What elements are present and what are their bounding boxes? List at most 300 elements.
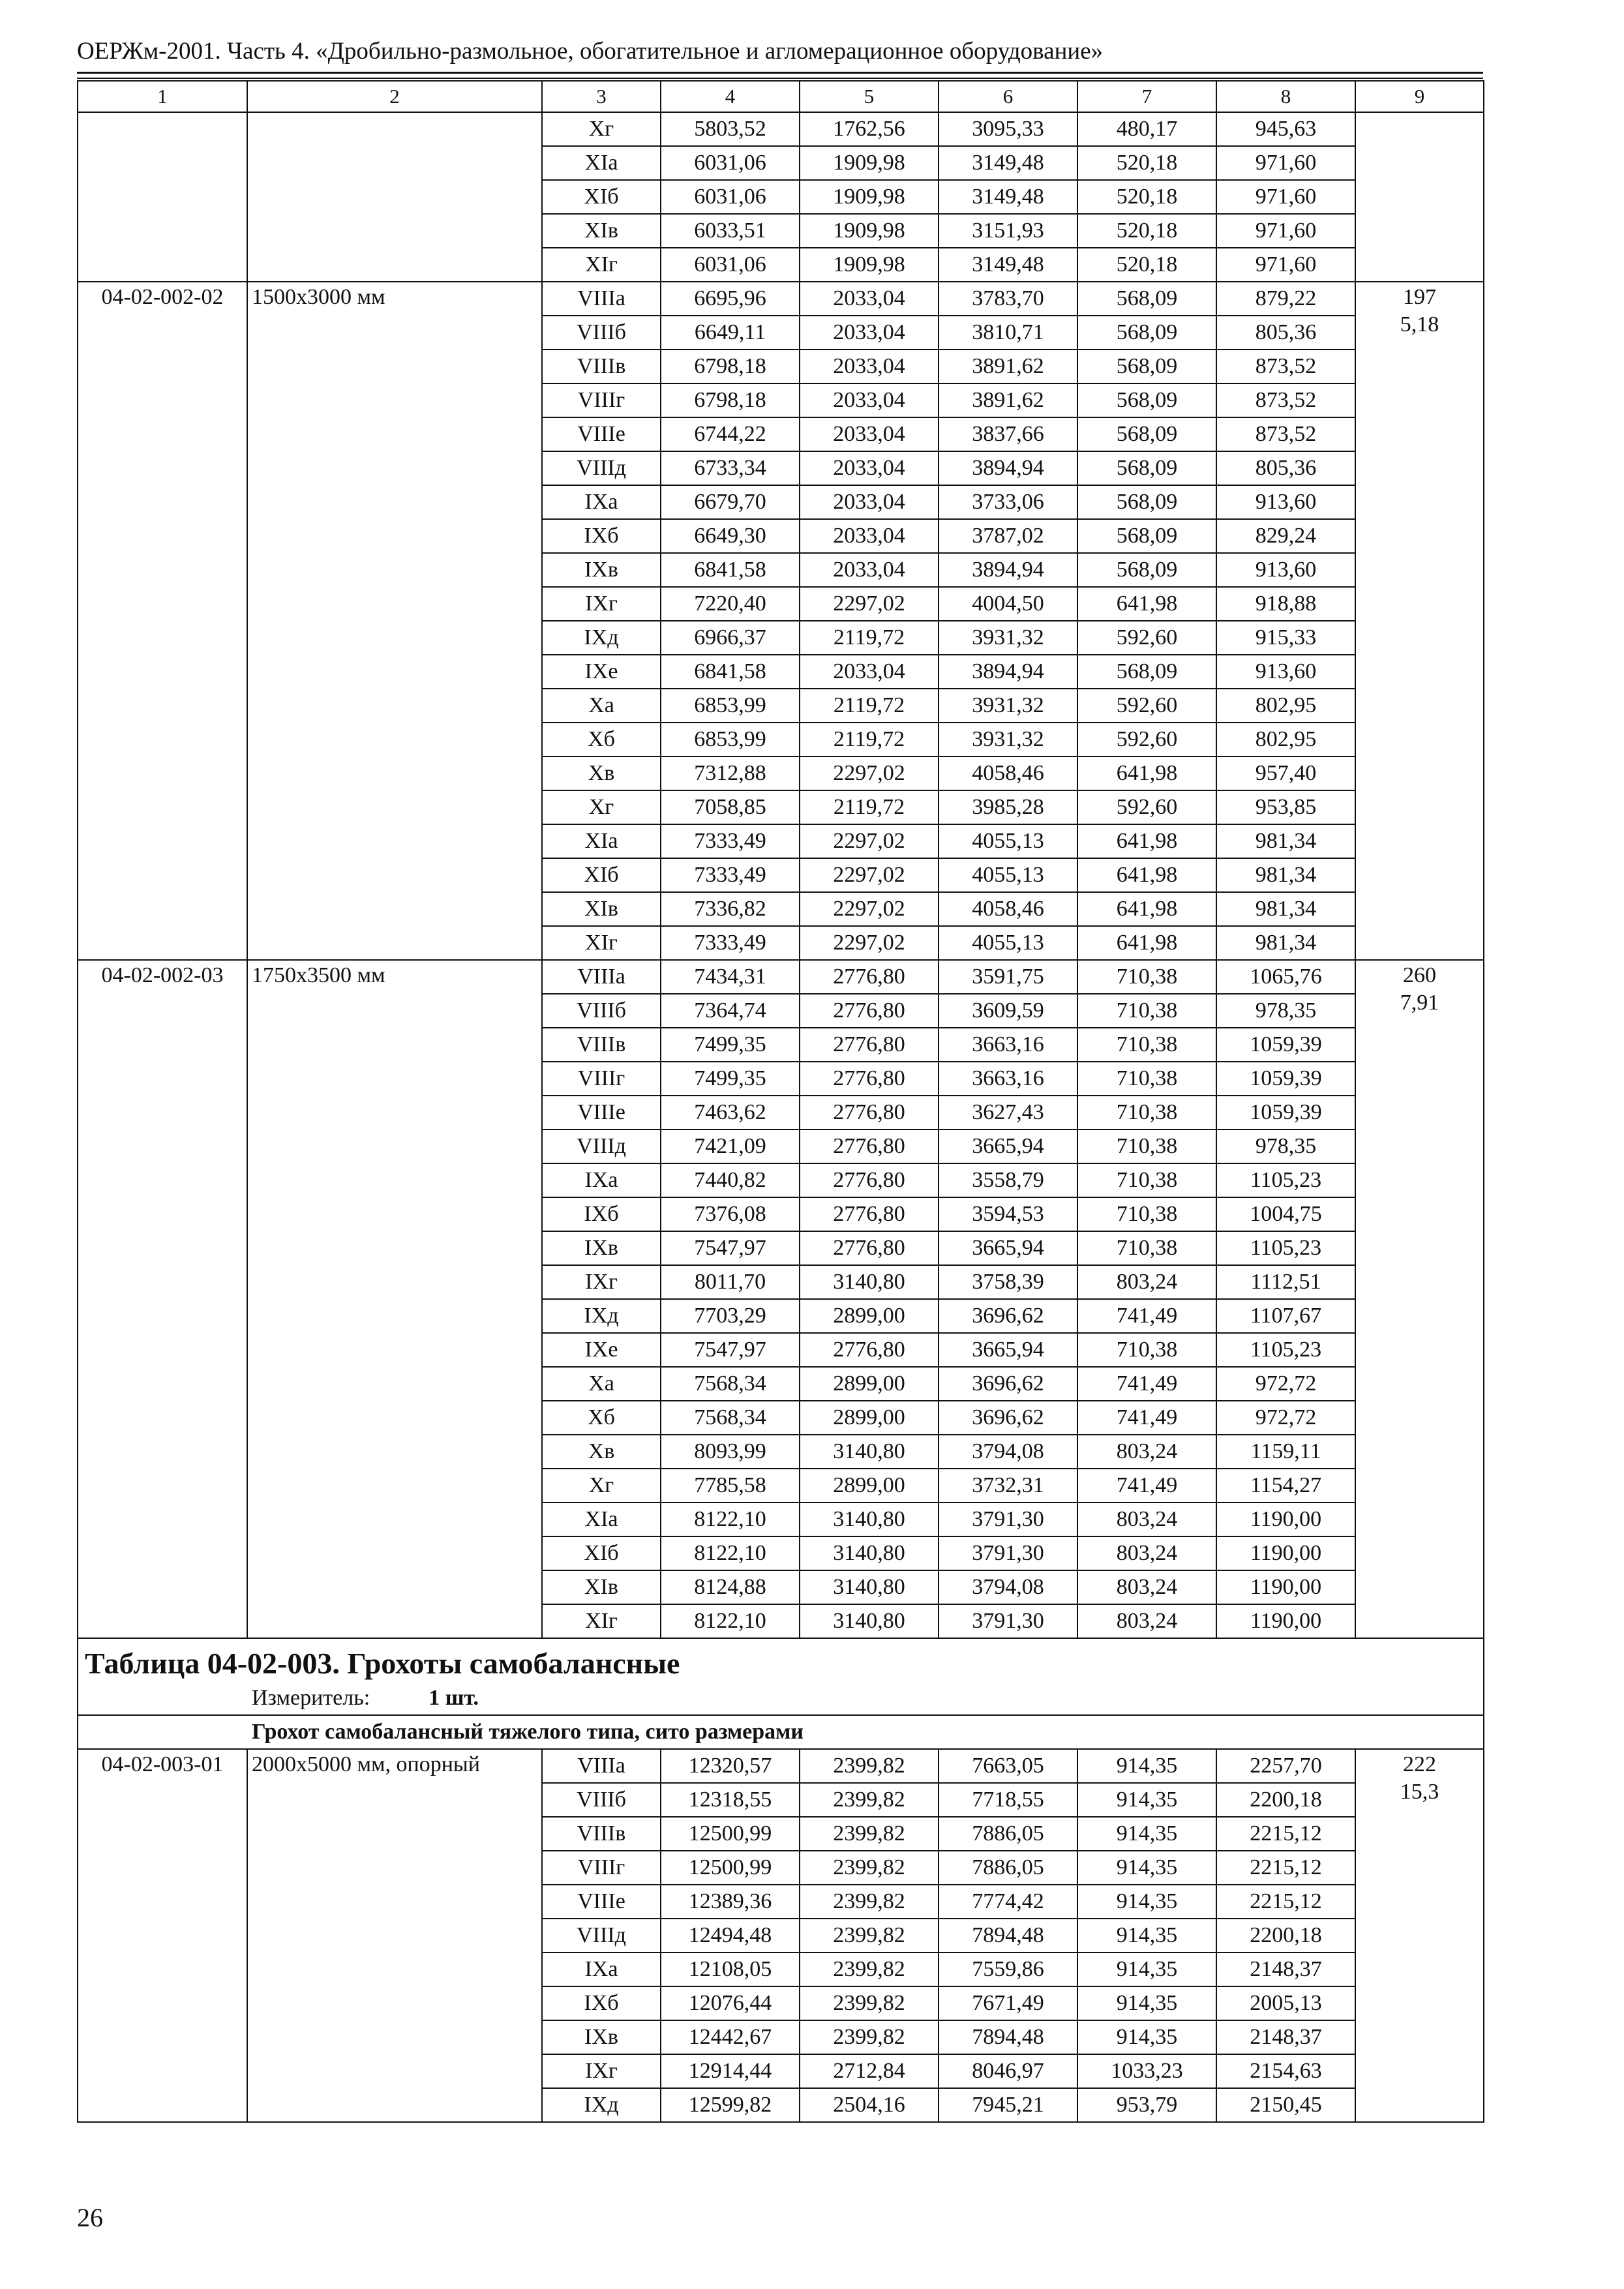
value-cell: 2150,45	[1216, 2088, 1355, 2122]
value-cell: 6679,70	[661, 485, 800, 519]
value-cell: 913,60	[1216, 485, 1355, 519]
value-cell: 1033,23	[1077, 2054, 1216, 2088]
value-cell: 803,24	[1077, 1435, 1216, 1469]
value-cell: 1190,00	[1216, 1604, 1355, 1638]
value-cell: 1105,23	[1216, 1163, 1355, 1197]
value-cell: 914,35	[1077, 1851, 1216, 1885]
unit-label: Измеритель:	[252, 1686, 370, 1710]
value-cell: 2899,00	[800, 1367, 939, 1401]
value-cell: 2297,02	[800, 858, 939, 892]
value-cell: 3891,62	[939, 350, 1077, 383]
value-cell: 2200,18	[1216, 1919, 1355, 1952]
value-cell: 981,34	[1216, 892, 1355, 926]
value-cell: 1065,76	[1216, 960, 1355, 994]
weight-cell	[1355, 960, 1484, 1638]
zone-cell: VIIIб	[542, 1783, 661, 1817]
value-cell: 2119,72	[800, 621, 939, 655]
price-table	[77, 80, 1484, 2123]
zone-cell: IXб	[542, 1197, 661, 1231]
zone-cell: VIIIa	[542, 960, 661, 994]
value-cell: 3810,71	[939, 316, 1077, 350]
value-cell: 971,60	[1216, 180, 1355, 214]
value-cell: 7440,82	[661, 1163, 800, 1197]
value-cell: 641,98	[1077, 858, 1216, 892]
value-cell: 12389,36	[661, 1885, 800, 1919]
zone-cell: IXв	[542, 1231, 661, 1265]
section-header	[78, 1638, 1484, 1749]
column-number: 6	[939, 81, 1077, 112]
value-cell: 2215,12	[1216, 1885, 1355, 1919]
value-cell: 2399,82	[800, 1749, 939, 1783]
value-cell: 3985,28	[939, 790, 1077, 824]
value-cell: 972,72	[1216, 1367, 1355, 1401]
value-cell: 3837,66	[939, 417, 1077, 451]
page-number: 26	[77, 2203, 103, 2232]
unit-value: 1 шт.	[429, 1686, 479, 1710]
value-cell: 2119,72	[800, 723, 939, 756]
zone-cell: IXв	[542, 2020, 661, 2054]
value-cell: 7547,97	[661, 1333, 800, 1367]
value-cell: 1105,23	[1216, 1231, 1355, 1265]
value-cell: 592,60	[1077, 790, 1216, 824]
value-cell: 568,09	[1077, 417, 1216, 451]
value-cell: 6798,18	[661, 350, 800, 383]
value-cell: 7785,58	[661, 1469, 800, 1503]
value-cell: 914,35	[1077, 1952, 1216, 1986]
value-cell: 7894,48	[939, 2020, 1077, 2054]
value-cell: 4055,13	[939, 824, 1077, 858]
value-cell: 945,63	[1216, 112, 1355, 146]
zone-cell: VIIIг	[542, 1062, 661, 1096]
value-cell: 2148,37	[1216, 1952, 1355, 1986]
value-cell: 7894,48	[939, 1919, 1077, 1952]
value-cell: 7220,40	[661, 587, 800, 621]
table-row	[78, 1749, 1484, 1783]
section-title-row	[78, 1638, 1484, 1682]
value-cell: 2712,84	[800, 2054, 939, 2088]
weight-cell	[1355, 1749, 1484, 2122]
value-cell: 2899,00	[800, 1299, 939, 1333]
weight-cell	[1355, 282, 1484, 960]
value-cell: 2776,80	[800, 1062, 939, 1096]
header-rule-thick	[77, 72, 1483, 74]
value-cell: 2297,02	[800, 587, 939, 621]
value-cell: 480,17	[1077, 112, 1216, 146]
value-cell: 1762,56	[800, 112, 939, 146]
value-cell: 592,60	[1077, 723, 1216, 756]
zone-cell: VIIIб	[542, 994, 661, 1028]
value-cell: 4055,13	[939, 926, 1077, 960]
value-cell: 4055,13	[939, 858, 1077, 892]
table-row	[78, 960, 1484, 994]
value-cell: 741,49	[1077, 1401, 1216, 1435]
value-cell: 1159,11	[1216, 1435, 1355, 1469]
value-cell: 6853,99	[661, 723, 800, 756]
value-cell: 741,49	[1077, 1299, 1216, 1333]
value-cell: 710,38	[1077, 1028, 1216, 1062]
value-cell: 592,60	[1077, 689, 1216, 723]
value-cell: 971,60	[1216, 146, 1355, 180]
value-cell: 3140,80	[800, 1503, 939, 1536]
column-number: 1	[78, 81, 247, 112]
value-cell: 3149,48	[939, 180, 1077, 214]
value-cell: 802,95	[1216, 723, 1355, 756]
value-cell: 2776,80	[800, 1028, 939, 1062]
value-cell: 3696,62	[939, 1401, 1077, 1435]
value-cell: 7663,05	[939, 1749, 1077, 1783]
value-cell: 4058,46	[939, 756, 1077, 790]
value-cell: 2776,80	[800, 994, 939, 1028]
value-cell: 2215,12	[1216, 1817, 1355, 1851]
value-cell: 805,36	[1216, 316, 1355, 350]
value-cell: 12108,05	[661, 1952, 800, 1986]
zone-cell: IXe	[542, 655, 661, 689]
zone-cell: IXг	[542, 2054, 661, 2088]
value-cell: 8122,10	[661, 1536, 800, 1570]
column-number: 5	[800, 81, 939, 112]
value-cell: 3151,93	[939, 214, 1077, 248]
value-cell: 2776,80	[800, 1197, 939, 1231]
zone-cell: XIв	[542, 892, 661, 926]
value-cell: 3732,31	[939, 1469, 1077, 1503]
value-cell: 12494,48	[661, 1919, 800, 1952]
table-row	[78, 112, 1484, 146]
value-cell: 1154,27	[1216, 1469, 1355, 1503]
value-cell: 1059,39	[1216, 1028, 1355, 1062]
zone-cell: Xг	[542, 790, 661, 824]
value-cell: 2776,80	[800, 1130, 939, 1163]
zone-cell: Xa	[542, 689, 661, 723]
value-cell: 710,38	[1077, 1130, 1216, 1163]
value-cell: 12318,55	[661, 1783, 800, 1817]
value-cell: 710,38	[1077, 1163, 1216, 1197]
zone-cell: XIa	[542, 1503, 661, 1536]
zone-cell: VIIIa	[542, 282, 661, 316]
value-cell: 568,09	[1077, 485, 1216, 519]
value-cell: 2776,80	[800, 1096, 939, 1130]
value-cell: 641,98	[1077, 756, 1216, 790]
zone-cell: IXa	[542, 485, 661, 519]
value-cell: 1059,39	[1216, 1096, 1355, 1130]
value-cell: 7718,55	[939, 1783, 1077, 1817]
zone-cell: XIa	[542, 824, 661, 858]
value-cell: 8122,10	[661, 1604, 800, 1638]
value-cell: 710,38	[1077, 1231, 1216, 1265]
value-cell: 568,09	[1077, 553, 1216, 587]
value-cell: 957,40	[1216, 756, 1355, 790]
value-cell: 6649,30	[661, 519, 800, 553]
zone-cell: IXд	[542, 621, 661, 655]
value-cell: 7547,97	[661, 1231, 800, 1265]
value-cell: 8011,70	[661, 1265, 800, 1299]
value-cell: 3149,48	[939, 248, 1077, 282]
value-cell: 568,09	[1077, 655, 1216, 689]
zone-cell: IXв	[542, 553, 661, 587]
value-cell: 7499,35	[661, 1028, 800, 1062]
value-cell: 2399,82	[800, 1986, 939, 2020]
value-cell: 3665,94	[939, 1231, 1077, 1265]
value-cell: 873,52	[1216, 350, 1355, 383]
value-cell: 7421,09	[661, 1130, 800, 1163]
zone-cell: XIб	[542, 1536, 661, 1570]
value-cell: 803,24	[1077, 1604, 1216, 1638]
item-code: 04-02-003-01	[78, 1749, 247, 2122]
value-cell: 803,24	[1077, 1570, 1216, 1604]
zone-cell: IXб	[542, 519, 661, 553]
value-cell: 3140,80	[800, 1435, 939, 1469]
value-cell: 918,88	[1216, 587, 1355, 621]
value-cell: 971,60	[1216, 214, 1355, 248]
zone-cell: VIIIб	[542, 316, 661, 350]
value-cell: 1107,67	[1216, 1299, 1355, 1333]
value-cell: 2154,63	[1216, 2054, 1355, 2088]
value-cell: 3783,70	[939, 282, 1077, 316]
value-cell: 2399,82	[800, 1952, 939, 1986]
value-cell: 873,52	[1216, 417, 1355, 451]
value-cell: 805,36	[1216, 451, 1355, 485]
zone-cell: Xг	[542, 112, 661, 146]
value-cell: 873,52	[1216, 383, 1355, 417]
value-cell: 2899,00	[800, 1469, 939, 1503]
value-cell: 914,35	[1077, 1919, 1216, 1952]
value-cell: 2776,80	[800, 1231, 939, 1265]
zone-cell: VIIIв	[542, 350, 661, 383]
item-name: 1750x3500 мм	[247, 960, 542, 1638]
value-cell: 568,09	[1077, 316, 1216, 350]
value-cell: 6033,51	[661, 214, 800, 248]
value-cell: 3894,94	[939, 655, 1077, 689]
zone-cell: VIIIe	[542, 1885, 661, 1919]
zone-cell: VIIIд	[542, 1919, 661, 1952]
value-cell: 520,18	[1077, 248, 1216, 282]
value-cell: 914,35	[1077, 1783, 1216, 1817]
zone-cell: XIa	[542, 146, 661, 180]
value-cell: 972,72	[1216, 1401, 1355, 1435]
value-cell: 3663,16	[939, 1028, 1077, 1062]
value-cell: 2119,72	[800, 790, 939, 824]
value-cell: 2200,18	[1216, 1783, 1355, 1817]
value-cell: 2033,04	[800, 553, 939, 587]
value-cell: 1004,75	[1216, 1197, 1355, 1231]
zone-cell: Xв	[542, 756, 661, 790]
value-cell: 6966,37	[661, 621, 800, 655]
zone-cell: VIIIд	[542, 1130, 661, 1163]
value-cell: 2033,04	[800, 282, 939, 316]
value-cell: 2899,00	[800, 1401, 939, 1435]
value-cell: 741,49	[1077, 1469, 1216, 1503]
value-cell: 2297,02	[800, 824, 939, 858]
value-cell: 6031,06	[661, 146, 800, 180]
value-cell: 1190,00	[1216, 1536, 1355, 1570]
value-cell: 8122,10	[661, 1503, 800, 1536]
value-cell: 803,24	[1077, 1536, 1216, 1570]
value-cell: 1059,39	[1216, 1062, 1355, 1096]
value-cell: 2005,13	[1216, 1986, 1355, 2020]
value-cell: 3609,59	[939, 994, 1077, 1028]
value-cell: 2033,04	[800, 655, 939, 689]
value-cell: 6798,18	[661, 383, 800, 417]
table-body-part1	[78, 81, 1484, 1638]
value-cell: 12599,82	[661, 2088, 800, 2122]
zone-cell: IXa	[542, 1163, 661, 1197]
value-cell: 914,35	[1077, 1817, 1216, 1851]
value-cell: 6744,22	[661, 417, 800, 451]
value-cell: 3791,30	[939, 1503, 1077, 1536]
value-cell: 915,33	[1216, 621, 1355, 655]
zone-cell: VIIIe	[542, 1096, 661, 1130]
value-cell: 568,09	[1077, 383, 1216, 417]
value-cell: 3894,94	[939, 553, 1077, 587]
value-cell: 7376,08	[661, 1197, 800, 1231]
value-cell: 2033,04	[800, 485, 939, 519]
value-cell: 2399,82	[800, 1817, 939, 1851]
zone-cell: IXд	[542, 2088, 661, 2122]
weight-value: 222	[1403, 1752, 1436, 1776]
value-cell: 3140,80	[800, 1265, 939, 1299]
value-cell: 7364,74	[661, 994, 800, 1028]
header-rule-thin	[77, 78, 1483, 79]
zone-cell: IXe	[542, 1333, 661, 1367]
value-cell: 12500,99	[661, 1851, 800, 1885]
value-cell: 2297,02	[800, 756, 939, 790]
column-number: 7	[1077, 81, 1216, 112]
value-cell: 710,38	[1077, 1096, 1216, 1130]
value-cell: 7333,49	[661, 858, 800, 892]
weight-value-2: 5,18	[1400, 312, 1439, 337]
value-cell: 3894,94	[939, 451, 1077, 485]
value-cell: 2776,80	[800, 1163, 939, 1197]
column-number: 2	[247, 81, 542, 112]
value-cell: 3791,30	[939, 1604, 1077, 1638]
value-cell: 641,98	[1077, 587, 1216, 621]
value-cell: 568,09	[1077, 519, 1216, 553]
value-cell: 2119,72	[800, 689, 939, 723]
value-cell: 3931,32	[939, 689, 1077, 723]
value-cell: 3095,33	[939, 112, 1077, 146]
value-cell: 914,35	[1077, 1749, 1216, 1783]
value-cell: 6841,58	[661, 553, 800, 587]
value-cell: 2504,16	[800, 2088, 939, 2122]
value-cell: 2148,37	[1216, 2020, 1355, 2054]
unit-cell	[78, 1682, 1484, 1715]
value-cell: 2033,04	[800, 383, 939, 417]
value-cell: 913,60	[1216, 655, 1355, 689]
value-cell: 1909,98	[800, 180, 939, 214]
value-cell: 1112,51	[1216, 1265, 1355, 1299]
weight-value: 197	[1403, 285, 1436, 309]
value-cell: 914,35	[1077, 2020, 1216, 2054]
value-cell: 7559,86	[939, 1952, 1077, 1986]
zone-cell: XIв	[542, 214, 661, 248]
value-cell: 710,38	[1077, 1333, 1216, 1367]
value-cell: 7463,62	[661, 1096, 800, 1130]
value-cell: 6733,34	[661, 451, 800, 485]
value-cell: 7434,31	[661, 960, 800, 994]
zone-cell: XIв	[542, 1570, 661, 1604]
value-cell: 8093,99	[661, 1435, 800, 1469]
value-cell: 2033,04	[800, 519, 939, 553]
value-cell: 8124,88	[661, 1570, 800, 1604]
zone-cell: Xг	[542, 1469, 661, 1503]
value-cell: 2033,04	[800, 417, 939, 451]
zone-cell: IXг	[542, 587, 661, 621]
value-cell: 12442,67	[661, 2020, 800, 2054]
table-body-part2	[78, 1749, 1484, 2122]
value-cell: 2033,04	[800, 451, 939, 485]
value-cell: 2399,82	[800, 1885, 939, 1919]
value-cell: 7336,82	[661, 892, 800, 926]
value-cell: 3627,43	[939, 1096, 1077, 1130]
value-cell: 6031,06	[661, 180, 800, 214]
zone-cell: Xб	[542, 1401, 661, 1435]
value-cell: 879,22	[1216, 282, 1355, 316]
value-cell: 12320,57	[661, 1749, 800, 1783]
value-cell: 3931,32	[939, 621, 1077, 655]
value-cell: 12076,44	[661, 1986, 800, 2020]
zone-cell: XIг	[542, 1604, 661, 1638]
weight-value-2: 15,3	[1400, 1780, 1439, 1804]
value-cell: 2399,82	[800, 2020, 939, 2054]
running-header: ОЕРЖм-2001. Часть 4. «Дробильно-размольное, обогатительное и агломерационное оборудование»	[77, 38, 1104, 65]
zone-cell: XIб	[542, 858, 661, 892]
group-title-row	[78, 1715, 1484, 1749]
section-unit-row	[78, 1682, 1484, 1715]
value-cell: 7333,49	[661, 824, 800, 858]
zone-cell: IXд	[542, 1299, 661, 1333]
value-cell: 7333,49	[661, 926, 800, 960]
value-cell: 3794,08	[939, 1570, 1077, 1604]
value-cell: 2033,04	[800, 316, 939, 350]
section-title: Таблица 04-02-003. Грохоты самобалансные	[78, 1638, 1484, 1682]
value-cell: 6695,96	[661, 282, 800, 316]
zone-cell: VIIIв	[542, 1028, 661, 1062]
value-cell: 520,18	[1077, 146, 1216, 180]
value-cell: 3140,80	[800, 1604, 939, 1638]
zone-cell: VIIIг	[542, 383, 661, 417]
value-cell: 7703,29	[661, 1299, 800, 1333]
value-cell: 803,24	[1077, 1265, 1216, 1299]
value-cell: 3696,62	[939, 1299, 1077, 1333]
weight-cell	[1355, 112, 1484, 282]
value-cell: 710,38	[1077, 1197, 1216, 1231]
zone-cell: VIIIг	[542, 1851, 661, 1885]
value-cell: 914,35	[1077, 1885, 1216, 1919]
value-cell: 1190,00	[1216, 1570, 1355, 1604]
value-cell: 1909,98	[800, 214, 939, 248]
value-cell: 568,09	[1077, 282, 1216, 316]
zone-cell: XIб	[542, 180, 661, 214]
value-cell: 12914,44	[661, 2054, 800, 2088]
value-cell: 592,60	[1077, 621, 1216, 655]
value-cell: 971,60	[1216, 248, 1355, 282]
value-cell: 2776,80	[800, 1333, 939, 1367]
value-cell: 2399,82	[800, 1851, 939, 1885]
weight-value: 260	[1403, 963, 1436, 987]
value-cell: 6031,06	[661, 248, 800, 282]
value-cell: 641,98	[1077, 824, 1216, 858]
value-cell: 7886,05	[939, 1851, 1077, 1885]
value-cell: 3891,62	[939, 383, 1077, 417]
value-cell: 710,38	[1077, 994, 1216, 1028]
value-cell: 641,98	[1077, 892, 1216, 926]
value-cell: 1190,00	[1216, 1503, 1355, 1536]
value-cell: 7312,88	[661, 756, 800, 790]
value-cell: 914,35	[1077, 1986, 1216, 2020]
value-cell: 3794,08	[939, 1435, 1077, 1469]
zone-cell: VIIIa	[542, 1749, 661, 1783]
value-cell: 7886,05	[939, 1817, 1077, 1851]
value-cell: 3558,79	[939, 1163, 1077, 1197]
